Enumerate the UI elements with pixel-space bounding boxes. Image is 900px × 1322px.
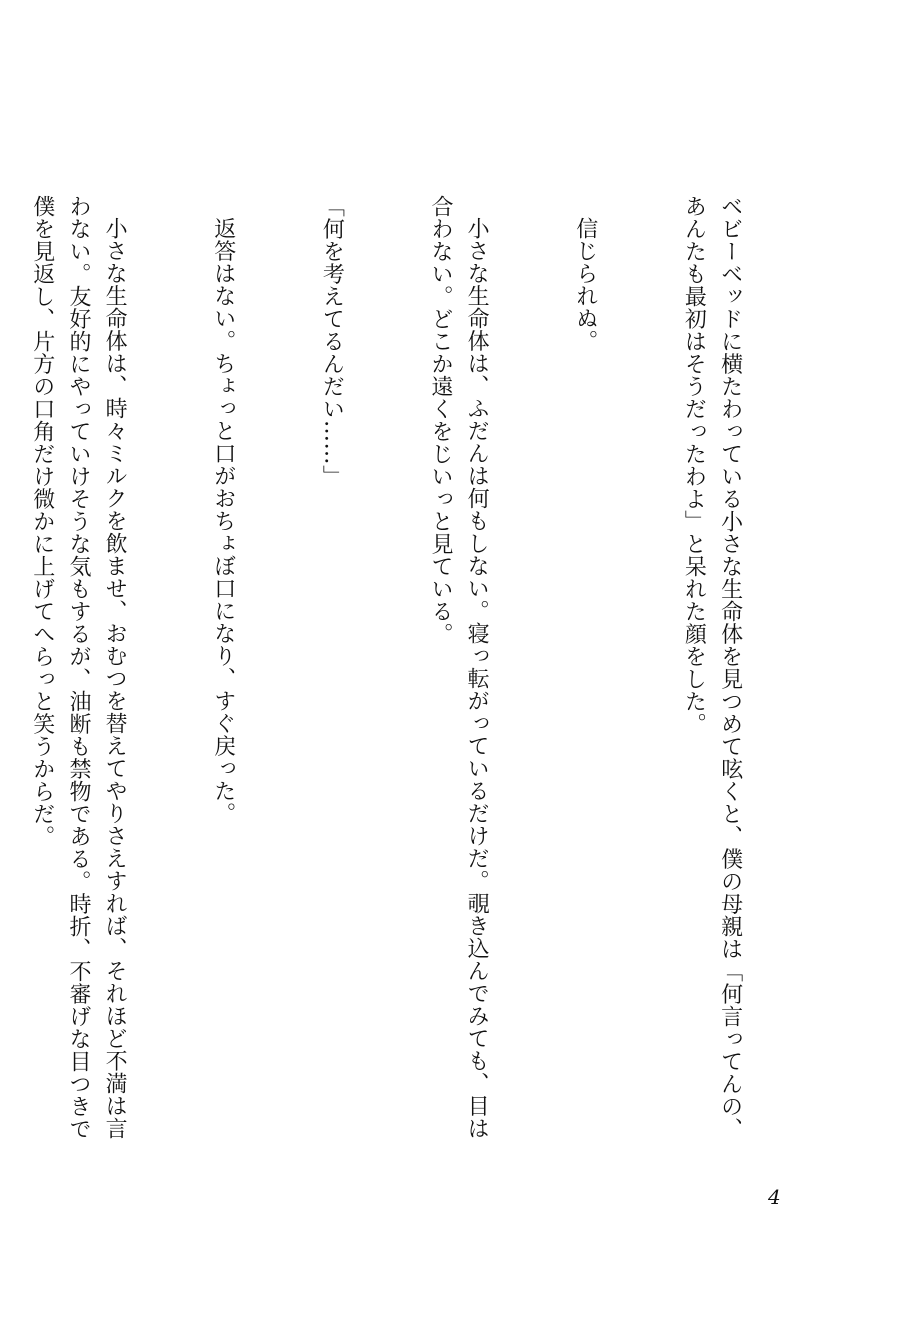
- paragraph-2: 信じられぬ。: [572, 217, 598, 352]
- paragraph-6: 小さな生命体は、時々ミルクを飲ませ、おむつを替えてやりさえすれば、それほど不満は言わない。友好的にやっていけそうな気もするが、油断も禁物である。時折、不審げな目つきで僕を見返し、片方の口角だけ微かに上げてへらっと笑うからだ。: [29, 195, 128, 1140]
- paragraph-1: ベビーベッドに横たわっている小さな生命体を見つめて呟くと、僕の母親は「何言ってんの、あんたも最初はそうだったわよ」と呆れた顔をした。: [681, 195, 743, 1140]
- paragraph-4-dialogue: 「何を考えてるんだい……」: [319, 195, 345, 488]
- paragraph-5: 返答はない。ちょっと口がおちょぼ口になり、すぐ戻った。: [210, 217, 236, 825]
- page-number: 4: [768, 1185, 781, 1209]
- vertical-text-body: [29, 195, 820, 1155]
- paragraph-3: 小さな生命体は、ふだんは何もしない。寝っ転がっているだけだ。覗き込んでみても、目は合わない。どこか遠くをじいっと見ている。: [427, 195, 490, 1140]
